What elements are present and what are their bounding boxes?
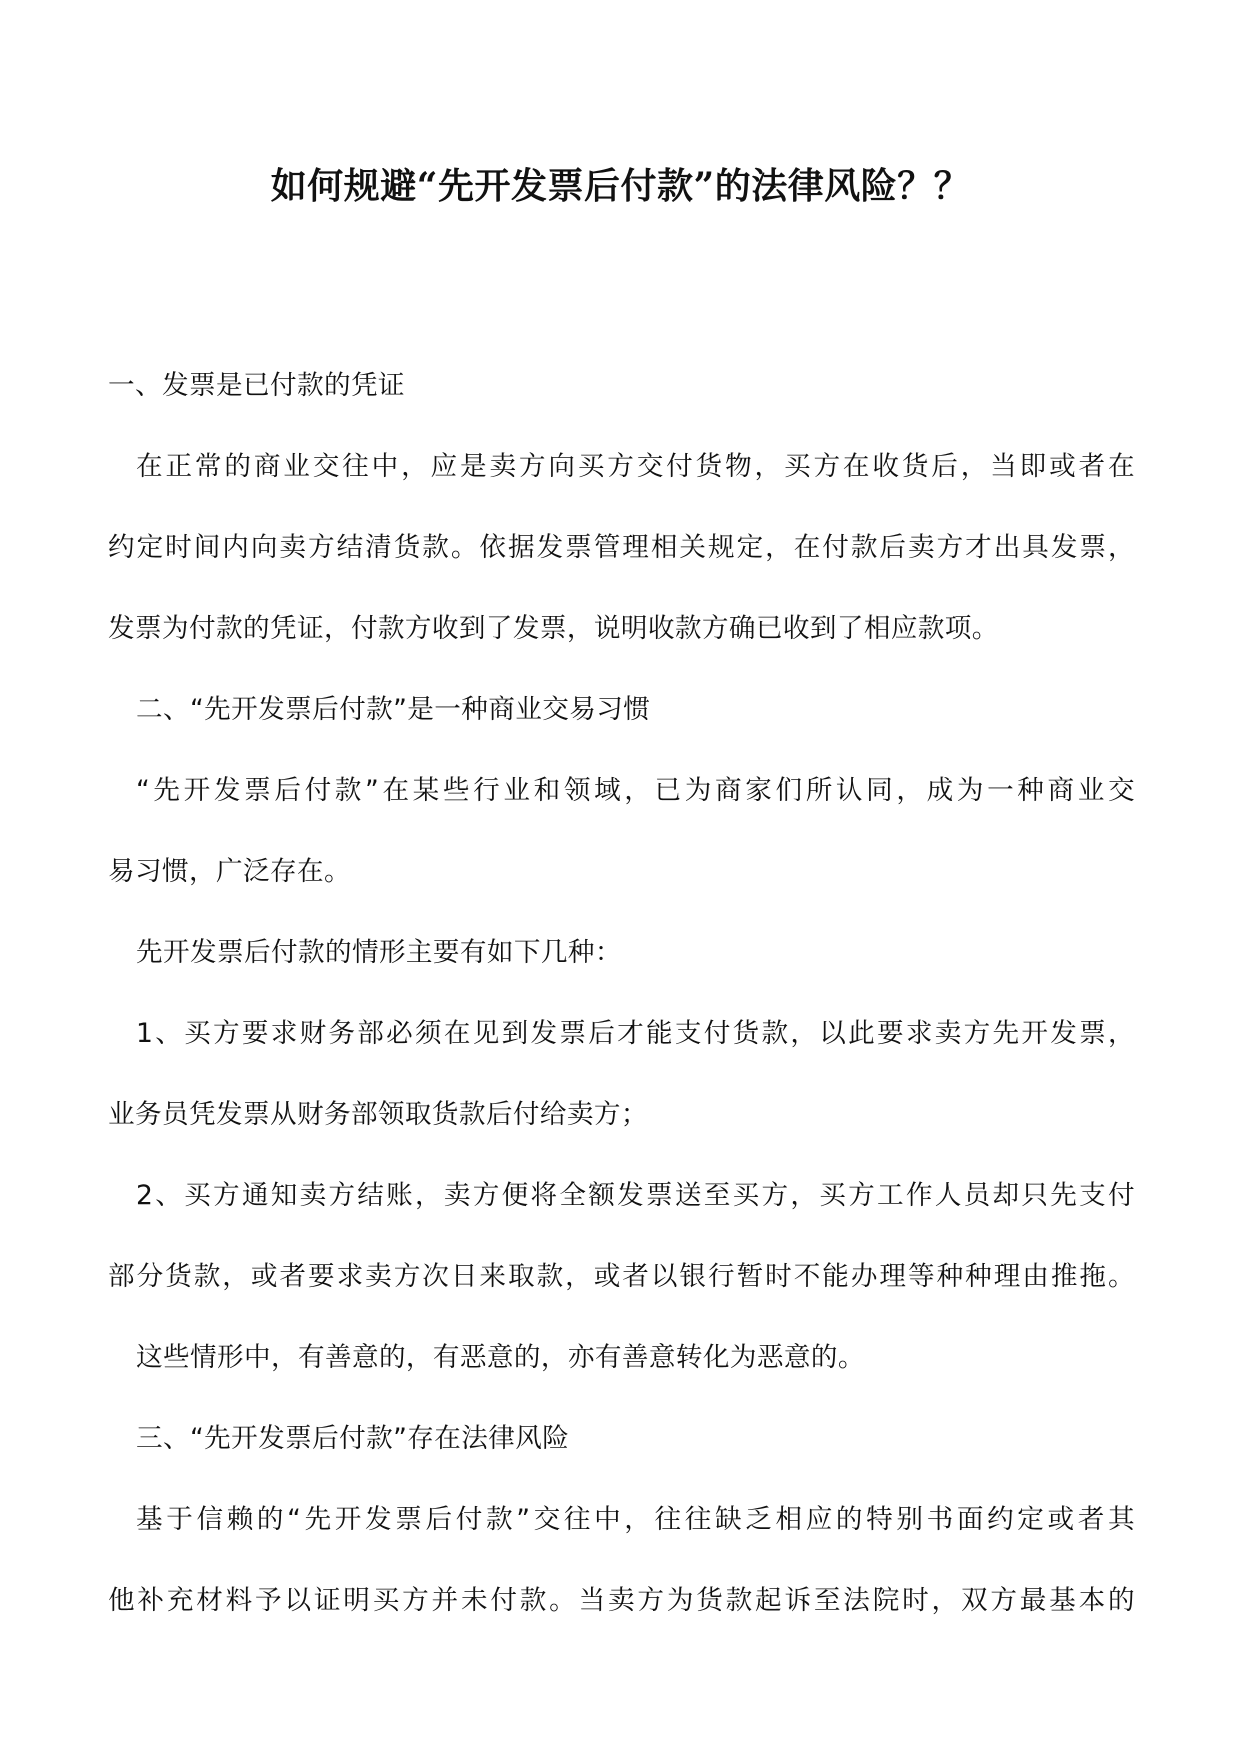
text-line: “先开发票后付款”在某些行业和领域，已为商家们所认同，成为一种商业交	[136, 775, 1135, 806]
text-line: 发票为付款的凭证，付款方收到了发票，说明收款方确已收到了相应款项。	[108, 613, 999, 644]
text-line: 先开发票后付款的情形主要有如下几种：	[136, 937, 622, 968]
text-line: 这些情形中，有善意的，有恶意的，亦有善意转化为恶意的。	[136, 1342, 865, 1373]
text-line: 二、“先开发票后付款”是一种商业交易习惯	[136, 694, 651, 725]
text-line: 在正常的商业交往中，应是卖方向买方交付货物，买方在收货后，当即或者在	[136, 451, 1135, 482]
text-line: 业务员凭发票从财务部领取货款后付给卖方；	[108, 1099, 648, 1130]
text-line: 易习惯，广泛存在。	[108, 856, 351, 887]
text-line: 基于信赖的“先开发票后付款”交往中，往往缺乏相应的特别书面约定或者其	[136, 1504, 1135, 1535]
document-body	[108, 345, 1135, 1641]
text-line: 1、买方要求财务部必须在见到发票后才能支付货款，以此要求卖方先开发票，	[136, 1018, 1135, 1049]
document-title: 如何规避“先开发票后付款”的法律风险？？	[270, 165, 971, 207]
text-line: 一、发票是已付款的凭证	[108, 370, 405, 401]
text-line: 2、买方通知卖方结账，卖方便将全额发票送至买方，买方工作人员却只先支付	[136, 1180, 1135, 1211]
text-line: 他补充材料予以证明买方并未付款。当卖方为货款起诉至法院时，双方最基本的	[108, 1585, 1135, 1616]
text-line: 约定时间内向卖方结清货款。依据发票管理相关规定，在付款后卖方才出具发票，	[108, 532, 1135, 563]
text-line: 部分货款，或者要求卖方次日来取款，或者以银行暂时不能办理等种种理由推拖。	[108, 1261, 1135, 1292]
text-line: 三、“先开发票后付款”存在法律风险	[136, 1423, 570, 1454]
